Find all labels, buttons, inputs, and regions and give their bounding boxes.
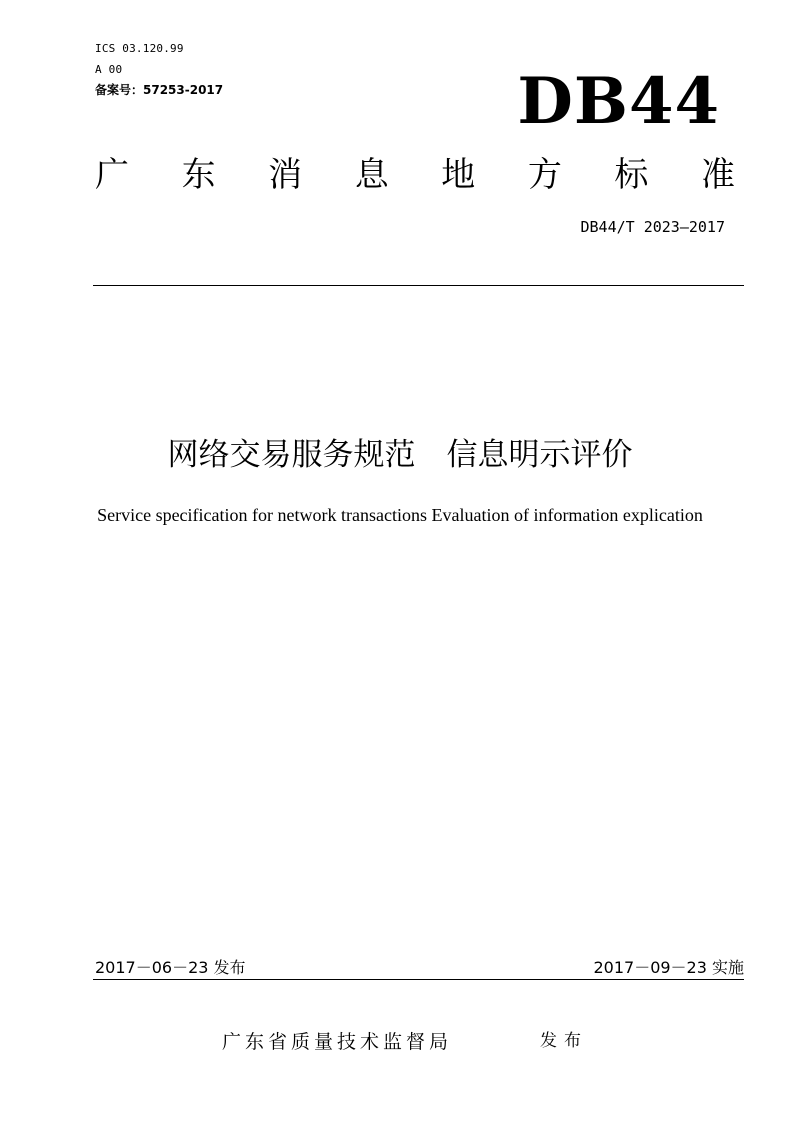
standard-type-char: 消 <box>268 155 303 195</box>
standard-logo: DB44 <box>517 64 720 139</box>
issuer-name: 广东省质量技术监督局 <box>222 1031 453 1053</box>
standard-type-char: 方 <box>527 155 562 195</box>
standard-type-char: 东 <box>181 155 216 195</box>
standard-type <box>95 155 735 195</box>
classification-code: A 00 <box>95 63 123 76</box>
title-chinese: 网络交易服务规范 信息明示评价 <box>167 437 633 473</box>
standard-number: DB44/T 2023—2017 <box>580 218 725 236</box>
top-divider <box>93 285 744 286</box>
title-english: Service specification for network transactions Evaluation of information explication <box>97 505 703 525</box>
implementation-date: 2017－09－23 实施 <box>593 958 744 977</box>
ics-code: ICS 03.120.99 <box>95 42 184 55</box>
standard-type-char: 标 <box>614 155 649 195</box>
issuer-action: 发布 <box>540 1031 588 1051</box>
standard-type-char: 地 <box>441 155 476 195</box>
standard-type-char: 准 <box>700 155 735 195</box>
issue-date: 2017－06－23 发布 <box>95 958 246 977</box>
bottom-divider <box>93 979 744 980</box>
standard-type-char: 息 <box>354 155 389 195</box>
filing-number: 备案号：57253-2017 <box>95 83 224 97</box>
standard-type-char: 广 <box>95 155 129 195</box>
